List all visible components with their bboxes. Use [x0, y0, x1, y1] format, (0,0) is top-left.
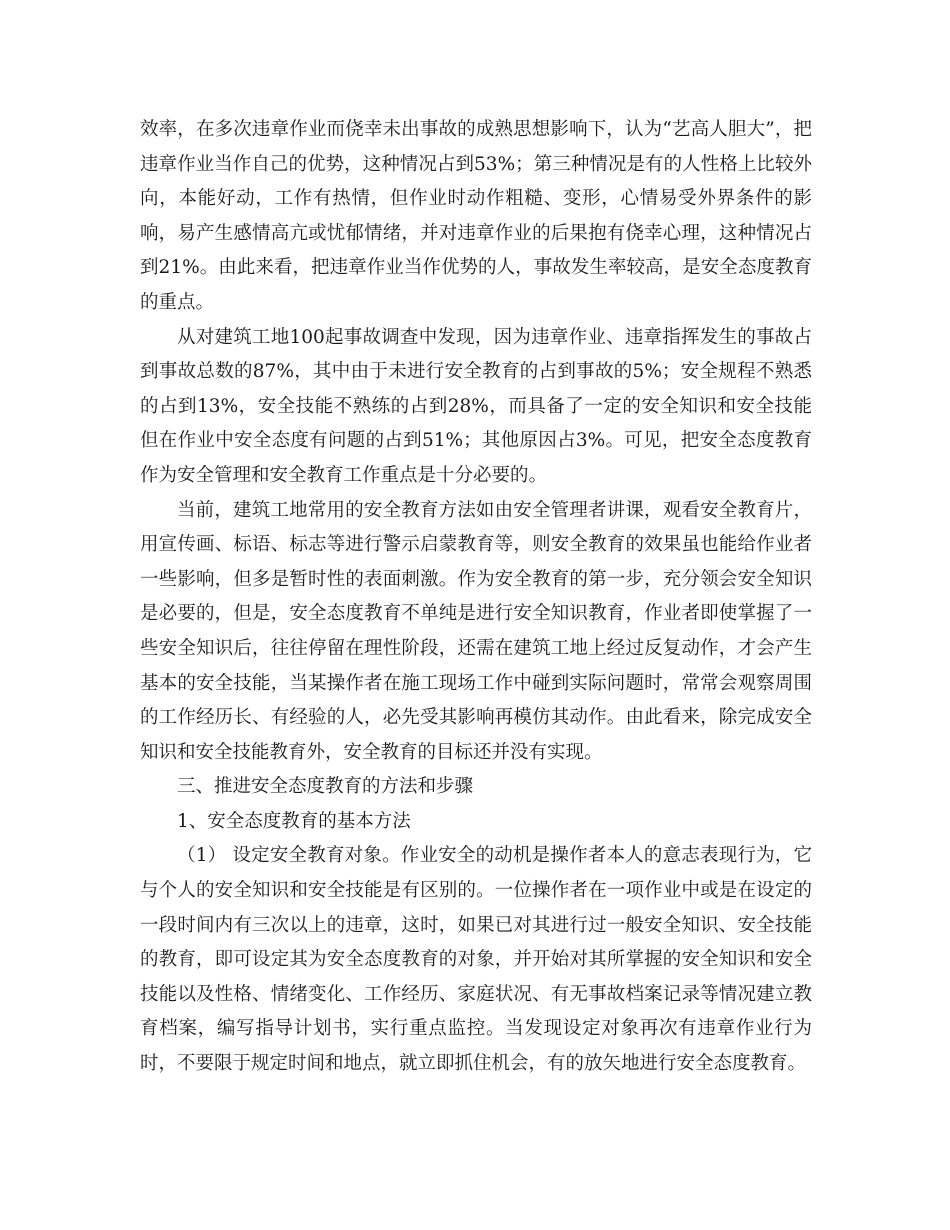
subsection-heading: 1、安全态度教育的基本方法 [177, 810, 411, 832]
paragraph-current-methods: 当前，建筑工地常用的安全教育方法如由安全管理者讲课，观看安全教育片，用宣传画、标语、标志等进行警示启蒙教育等，则安全教育的效果虽也能给作业者一些影响，但多是暂时性的表面刺激。作为安全教育的第一步，充分领会安全知识是必要的，但是，安全态度教育不单纯是进行安全知识教育，作业者即使掌握了一些安全知识后，往往停留在理性阶段，还需在建筑工地上经过反复动作，才会产生基本的安全技能，当某操作者在施工现场工作中碰到实际问题时，常常会观察周围的工作经历长、有经验的人，必先受其影响再模仿其动作。由此看来，除完成安全知识和安全技能教育外，安全教育的目标还并没有实现。 [140, 499, 812, 763]
section-heading: 三、推进安全态度教育的方法和步骤 [177, 776, 474, 798]
document-page [140, 113, 812, 1082]
paragraph-set-target: （1） 设定安全教育对象。作业安全的动机是操作者本人的意志表现行为，它与个人的安全知识和安全技能是有区别的。一位操作者在一项作业中或是在设定的一段时间内有三次以上的违章，这时，如果已对其进行过一般安全知识、安全技能的教育，即可设定其为安全态度教育的对象，并开始对其所掌握的安全知识和安全技能以及性格、情绪变化、工作经历、家庭状况、有无事故档案记录等情况建立教育档案，编写指导计划书，实行重点监控。当发现设定对象再次有违章作业行为时，不要限于规定时间和地点，就立即抓住机会，有的放矢地进行安全态度教育。 [140, 845, 812, 1075]
paragraph-accident-survey: 从对建筑工地100起事故调查中发现，因为违章作业、违章指挥发生的事故占到事故总数的87%，其中由于未进行安全教育的占到事故的5%；安全规程不熟悉的占到13%，安全技能不熟练的占到28%，而具备了一定的安全知识和安全技能但在作业中安全态度有问题的占到51%；其他原因占3%。可见，把安全态度教育作为安全管理和安全教育工作重点是十分必要的。 [140, 326, 812, 486]
paragraph-continued: 效率，在多次违章作业而侥幸未出事故的成熟思想影响下，认为“艺高人胆大”，把违章作业当作自己的优势，这种情况占到53%；第三种情况是有的人性格上比较外向，本能好动，工作有热情，但作业时动作粗糙、变形，心情易受外界条件的影响，易产生感情高亢或忧郁情绪，并对违章作业的后果抱有侥幸心理，这种情况占到21%。由此来看，把违章作业当作优势的人，事故发生率较高，是安全态度教育的重点。 [140, 119, 812, 313]
